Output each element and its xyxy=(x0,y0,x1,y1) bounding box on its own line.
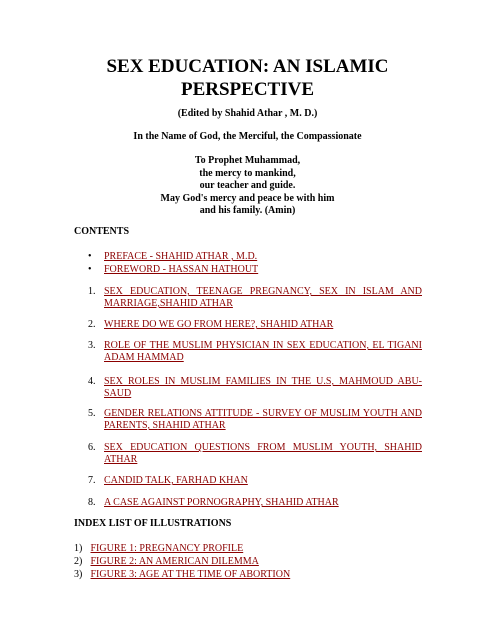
contents-item xyxy=(88,408,422,432)
dedication xyxy=(0,155,495,218)
illustration-item xyxy=(74,556,259,568)
item-number: 7. xyxy=(88,475,96,486)
preface-link[interactable]: PREFACE - SHAHID ATHAR , M.D. xyxy=(104,251,258,262)
item-number: 2) xyxy=(74,556,83,567)
edited-by: (Edited by Shahid Athar , M. D.) xyxy=(177,108,318,119)
illustration-item xyxy=(74,543,243,555)
contents-item xyxy=(88,319,422,331)
contents-item xyxy=(88,475,422,487)
illustration-item xyxy=(74,569,290,581)
foreword-link[interactable]: FOREWORD - HASSAN HATHOUT xyxy=(104,264,259,275)
chapter-link[interactable]: SEX EDUCATION, TEENAGE PREGNANCY, SEX IN ISLAM AND MARRIAGE,SHAHID ATHAR xyxy=(104,286,422,309)
item-number: 4. xyxy=(88,376,96,387)
chapter-link[interactable]: WHERE DO WE GO FROM HERE?, SHAHID ATHAR xyxy=(104,319,334,330)
dedication-line: To Prophet Muhammad, xyxy=(194,155,301,166)
item-number: 1. xyxy=(88,286,96,297)
list-item xyxy=(88,263,258,276)
item-number: 3) xyxy=(74,569,83,580)
illustrations-heading: INDEX LIST OF ILLUSTRATIONS xyxy=(74,518,232,529)
chapter-link[interactable]: SEX ROLES IN MUSLIM FAMILIES IN THE U.S, MAHMOUD ABU-SAUD xyxy=(104,376,422,399)
dedication-line: our teacher and guide. xyxy=(199,180,296,191)
figure-link[interactable]: FIGURE 3: AGE AT THE TIME OF ABORTION xyxy=(90,569,291,580)
dedication-line: and his family. (Amin) xyxy=(199,205,296,216)
chapter-link[interactable]: A CASE AGAINST PORNOGRAPHY, SHAHID ATHAR xyxy=(104,497,339,508)
item-number: 6. xyxy=(88,442,96,453)
contents-item xyxy=(88,286,422,310)
title-line-2: PERSPECTIVE xyxy=(180,79,315,100)
contents-item xyxy=(88,376,422,400)
list-item xyxy=(88,250,258,263)
item-number: 2. xyxy=(88,319,96,330)
item-number: 3. xyxy=(88,340,96,351)
figure-link[interactable]: FIGURE 1: PREGNANCY PROFILE xyxy=(90,543,244,554)
contents-heading: CONTENTS xyxy=(74,226,130,237)
item-number: 8. xyxy=(88,497,96,508)
item-number: 5. xyxy=(88,408,96,419)
dedication-line: May God's mercy and peace be with him xyxy=(160,192,335,204)
chapter-link[interactable]: ROLE OF THE MUSLIM PHYSICIAN IN SEX EDUCATION, EL TIGANI ADAM HAMMAD xyxy=(104,340,422,363)
chapter-link[interactable]: CANDID TALK, FARHAD KHAN xyxy=(104,475,248,486)
contents-item xyxy=(88,497,422,509)
item-number: 1) xyxy=(74,543,83,554)
chapter-link[interactable]: GENDER RELATIONS ATTITUDE - SURVEY OF MUSLIM YOUTH AND PARENTS, SHAHID ATHAR xyxy=(104,408,422,431)
title-line-1: SEX EDUCATION: AN ISLAMIC xyxy=(106,56,389,77)
contents-bullet-list xyxy=(88,250,258,276)
figure-link[interactable]: FIGURE 2: AN AMERICAN DILEMMA xyxy=(90,556,259,567)
invocation: In the Name of God, the Merciful, the Compassionate xyxy=(133,131,362,142)
dedication-line: the mercy to mankind, xyxy=(199,167,296,179)
contents-item xyxy=(88,442,422,466)
page-title xyxy=(0,55,495,101)
chapter-link[interactable]: SEX EDUCATION QUESTIONS FROM MUSLIM YOUTH, SHAHID ATHAR xyxy=(104,442,422,465)
contents-item xyxy=(88,340,422,364)
